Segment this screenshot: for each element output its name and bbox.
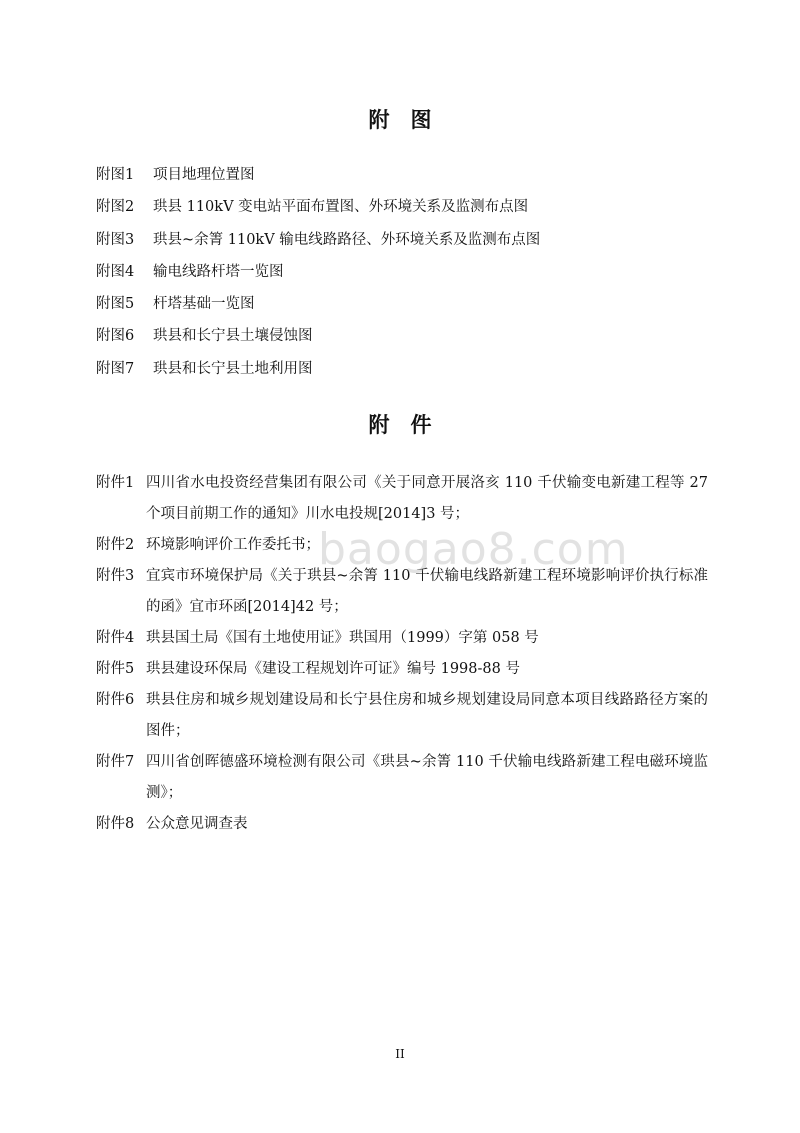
figure-label: 附图4 bbox=[96, 263, 135, 280]
attachment-item bbox=[96, 530, 708, 561]
attachment-text: 珙县住房和城乡规划建设局和长宁县住房和城乡规划建设局同意本项目线路路径方案的图件； bbox=[146, 692, 708, 739]
figure-label: 附图2 bbox=[96, 199, 135, 216]
attachment-label: 附件4 bbox=[96, 630, 135, 646]
figure-label: 附图6 bbox=[96, 328, 135, 345]
figure-item bbox=[96, 293, 716, 325]
attachment-label: 附件1 bbox=[96, 475, 135, 491]
attachment-item bbox=[96, 747, 708, 809]
figures-heading: 附 图 bbox=[368, 107, 432, 132]
figure-label: 附图1 bbox=[96, 167, 135, 183]
figure-text: 珙县~余箐 110kV 输电线路路径、外环境关系及监测布点图 bbox=[153, 231, 541, 248]
attachment-label: 附件3 bbox=[96, 568, 135, 584]
figure-label: 附图3 bbox=[96, 231, 135, 248]
attachment-text: 四川省创晖德盛环境检测有限公司《珙县~余箐 110 千伏输电线路新建工程电磁环境监测》； bbox=[146, 754, 708, 801]
attachment-item bbox=[96, 623, 708, 654]
figure-item bbox=[96, 261, 716, 293]
attachment-item bbox=[96, 654, 708, 685]
figure-text: 珙县和长宁县土地利用图 bbox=[153, 360, 313, 377]
page-number: II bbox=[395, 1047, 405, 1061]
attachment-label: 附件5 bbox=[96, 661, 135, 677]
figure-label: 附图7 bbox=[96, 360, 135, 377]
figure-item bbox=[96, 325, 716, 357]
figure-text: 杆塔基础一览图 bbox=[153, 296, 255, 313]
figure-item bbox=[96, 164, 716, 196]
attachment-label: 附件2 bbox=[96, 537, 135, 553]
attachment-text: 宜宾市环境保护局《关于珙县~余箐 110 千伏输电线路新建工程环境影响评价执行标准的函》宜市环函[2014]42 号； bbox=[146, 568, 708, 615]
figures-list bbox=[96, 164, 716, 390]
attachments-list bbox=[96, 468, 708, 840]
attachment-text: 珙县国土局《国有土地使用证》珙国用（1999）字第 058 号 bbox=[146, 630, 539, 646]
attachment-item bbox=[96, 685, 708, 747]
attachment-item bbox=[96, 809, 708, 840]
attachment-label: 附件8 bbox=[96, 816, 135, 832]
figure-text: 珙县和长宁县土壤侵蚀图 bbox=[153, 328, 313, 345]
figure-item bbox=[96, 229, 716, 261]
figure-text: 珙县 110kV 变电站平面布置图、外环境关系及监测布点图 bbox=[153, 199, 529, 216]
attachment-text: 四川省水电投资经营集团有限公司《关于同意开展洛亥 110 千伏输变电新建工程等 27 个项目前期工作的通知》川水电投规[2014]3 号； bbox=[146, 475, 708, 522]
figure-text: 项目地理位置图 bbox=[153, 167, 255, 183]
attachments-heading: 附 件 bbox=[368, 412, 432, 437]
attachment-text: 公众意见调查表 bbox=[146, 816, 248, 832]
watermark-text: baogao8.com bbox=[318, 524, 629, 575]
figure-item bbox=[96, 358, 716, 390]
attachment-label: 附件7 bbox=[96, 754, 135, 770]
attachment-text: 环境影响评价工作委托书； bbox=[146, 537, 320, 553]
attachment-item bbox=[96, 468, 708, 530]
attachment-item bbox=[96, 561, 708, 623]
attachment-text: 珙县建设环保局《建设工程规划许可证》编号 1998-88 号 bbox=[146, 661, 520, 677]
attachment-label: 附件6 bbox=[96, 692, 135, 708]
figure-label: 附图5 bbox=[96, 296, 135, 313]
figure-text: 输电线路杆塔一览图 bbox=[153, 263, 284, 280]
figure-item bbox=[96, 196, 716, 228]
